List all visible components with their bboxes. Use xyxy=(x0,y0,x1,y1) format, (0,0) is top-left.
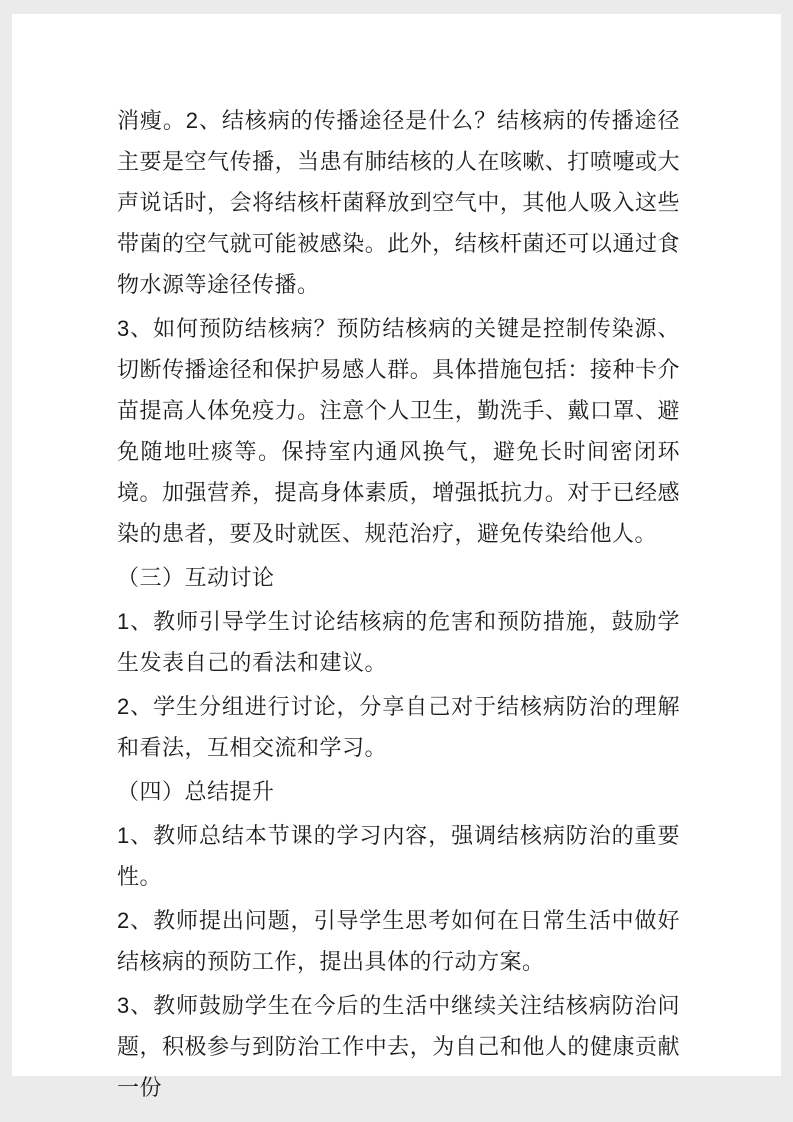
paragraph: 1、教师引导学生讨论结核病的危害和预防措施，鼓励学生发表自己的看法和建议。 xyxy=(117,609,680,675)
paragraph: 2、学生分组进行讨论，分享自己对于结核病防治的理解和看法，互相交流和学习。 xyxy=(117,694,680,760)
document-content xyxy=(117,100,680,1108)
paragraph: 3、如何预防结核病？预防结核病的关键是控制传染源、切断传播途径和保护易感人群。具体措施包括：接种卡介苗提高人体免疫力。注意个人卫生，勤洗手、戴口罩、避免随地吐痰等。保持室内通风换气，避免长时间密闭环境。加强营养，提高身体素质，增强抵抗力。对于已经感染的患者，要及时就医、规范治疗，避免传染给他人。 xyxy=(117,316,680,546)
paragraph: 消瘦。2、结核病的传播途径是什么？结核病的传播途径主要是空气传播，当患有肺结核的人在咳嗽、打喷嚏或大声说话时，会将结核杆菌释放到空气中，其他人吸入这些带菌的空气就可能被感染。此外，结核杆菌还可以通过食物水源等途径传播。 xyxy=(117,108,680,297)
paragraph: 1、教师总结本节课的学习内容，强调结核病防治的重要性。 xyxy=(117,823,680,889)
paragraph: 2、教师提出问题，引导学生思考如何在日常生活中做好结核病的预防工作，提出具体的行动方案。 xyxy=(117,908,680,974)
paragraph: 3、教师鼓励学生在今后的生活中继续关注结核病防治问题，积极参与到防治工作中去，为自己和他人的健康贡献一份 xyxy=(117,993,680,1100)
paragraph: （四）总结提升 xyxy=(117,779,275,804)
document-page xyxy=(12,14,781,1100)
paragraph: （三）互动讨论 xyxy=(117,565,275,590)
